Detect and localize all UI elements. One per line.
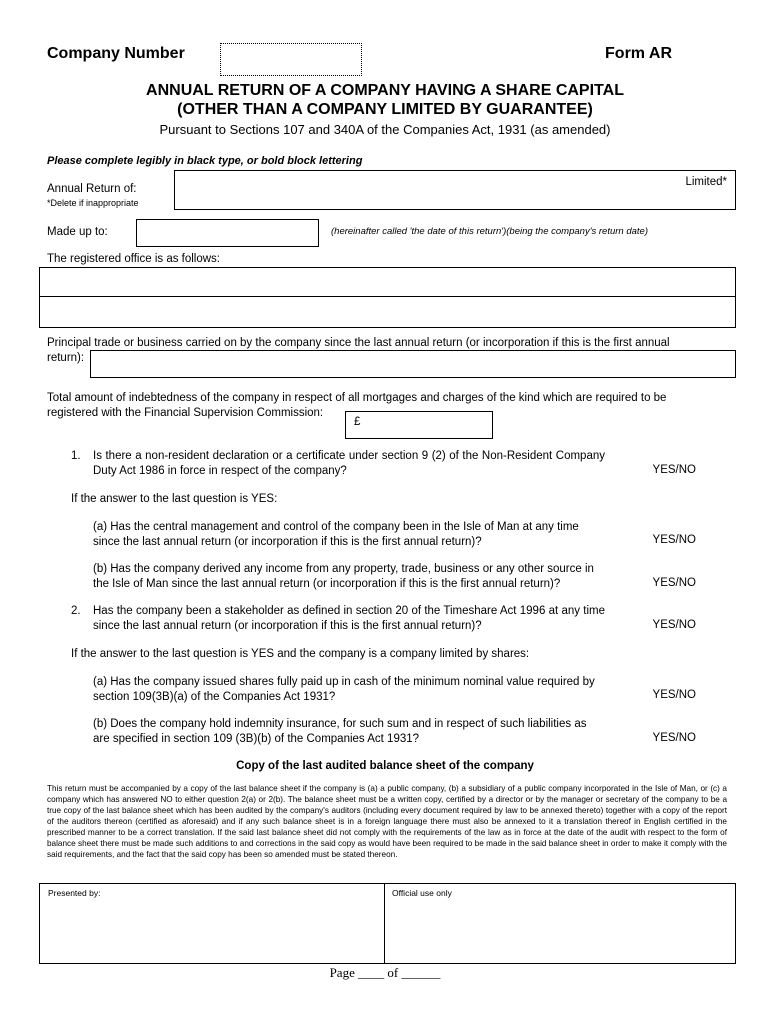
indebtedness-field[interactable] <box>345 411 493 439</box>
annual-return-field[interactable] <box>174 170 736 210</box>
delete-note: *Delete if inappropriate <box>47 198 139 208</box>
question-1b-yes-no[interactable]: YES/NO <box>652 577 696 589</box>
registered-office-divider <box>40 296 735 297</box>
question-1a-text: (a) Has the central management and control of the company been in the Isle of Man at any time since the last annual return (or incorporation if this is the first annual return)? <box>93 521 579 548</box>
question-2-text: Has the company been a stakeholder as defined in section 20 of the Timeshare Act 1996 at any time since the last annual return (or incorporation if this is the first annual return)? <box>93 605 605 632</box>
question-1a-yes-no[interactable]: YES/NO <box>652 534 696 546</box>
official-use-label: Official use only <box>392 888 452 898</box>
registered-office-field[interactable] <box>39 267 736 328</box>
question-1-number: 1. <box>71 450 81 462</box>
page-number: Page ____ of ______ <box>329 965 441 980</box>
question-1-yes-no[interactable]: YES/NO <box>652 464 696 476</box>
limited-suffix: Limited* <box>685 176 727 188</box>
question-1b-text: (b) Has the company derived any income from any property, trade, business or any other source in the Isle of Man since the last annual return (or incorporation if this is the first annual return)? <box>93 563 594 590</box>
presented-by-label: Presented by: <box>48 888 101 898</box>
company-number-label: Company Number <box>47 45 185 62</box>
title-line-2: (OTHER THAN A COMPANY LIMITED BY GUARANTEE) <box>177 101 593 118</box>
bottom-box-divider <box>384 884 385 963</box>
if-yes-1-label: If the answer to the last question is YES: <box>71 493 278 505</box>
question-1-text: Is there a non-resident declaration or a certificate under section 9 (2) of the Non-Resident Company Duty Act 1986 in force in respect of the company? <box>93 450 605 477</box>
question-2-number: 2. <box>71 605 81 617</box>
if-yes-2-label: If the answer to the last question is YES and the company is a company limited by shares: <box>71 648 530 660</box>
annual-return-label: Annual Return of: <box>47 183 137 195</box>
principal-trade-field[interactable] <box>90 350 736 378</box>
title-line-1: ANNUAL RETURN OF A COMPANY HAVING A SHARE CAPITAL <box>146 82 624 99</box>
made-up-to-label: Made up to: <box>47 226 108 238</box>
form-label: Form AR <box>605 45 672 62</box>
indebtedness-label: Total amount of indebtedness of the company in respect of all mortgages and charges of the kind which are required to be registered with the Financial Supervision Commission: <box>47 392 667 419</box>
bottom-box <box>39 883 736 964</box>
question-2b-yes-no[interactable]: YES/NO <box>652 732 696 744</box>
instruction-text: Please complete legibly in black type, or bold block lettering <box>47 155 363 167</box>
registered-office-label: The registered office is as follows: <box>47 253 221 265</box>
made-up-to-note: (hereinafter called 'the date of this return')(being the company's return date) <box>331 226 649 237</box>
currency-symbol: £ <box>354 416 361 428</box>
made-up-to-field[interactable] <box>136 219 319 247</box>
subtitle: Pursuant to Sections 107 and 340A of the Companies Act, 1931 (as amended) <box>159 122 611 137</box>
balance-sheet-text: This return must be accompanied by a copy of the last balance sheet if the company is (a) a public company, (b) a subsidiary of a public company incorporated in the Isle of Man, or (c) a company which has answered NO to either question 2(a) or 2(b). The balance sheet must be a written copy, certified by a director or by the manager or secretary of the company to be a true copy of the last balance sheet which has been audited by the company's auditors (including every document required by law to be annexed thereto) together with a copy of the report of the auditors thereon (certified as aforesaid) and if any such balance sheet is in a foreign language there must also be annexed to it a translation thereof in English certified in the prescribed manner to be a correct translation. If the said last balance sheet did not comply with the requirements of the law as in force at the date of the audit with respect to the form of balance sheet there must be made such additions to and corrections in the said copy as would have been required to be made in the said balance sheet in order to make it comply with the said requirements, and the fact that the said copy has been so amended must be stated thereon. <box>47 784 727 859</box>
company-number-field[interactable] <box>220 43 362 76</box>
balance-sheet-heading: Copy of the last audited balance sheet of the company <box>236 760 534 772</box>
question-2a-text: (a) Has the company issued shares fully paid up in cash of the minimum nominal value required by section 109(3B)(a) of the Companies Act 1931? <box>93 676 595 703</box>
question-2-yes-no[interactable]: YES/NO <box>652 619 696 631</box>
principal-trade-label: Principal trade or business carried on by the company since the last annual return (or incorporation if this is the first annual return): <box>47 337 670 364</box>
question-2a-yes-no[interactable]: YES/NO <box>652 689 696 701</box>
question-2b-text: (b) Does the company hold indemnity insurance, for such sum and in respect of such liabilities as are specified in section 109 (3B)(b) of the Companies Act 1931? <box>93 718 587 745</box>
